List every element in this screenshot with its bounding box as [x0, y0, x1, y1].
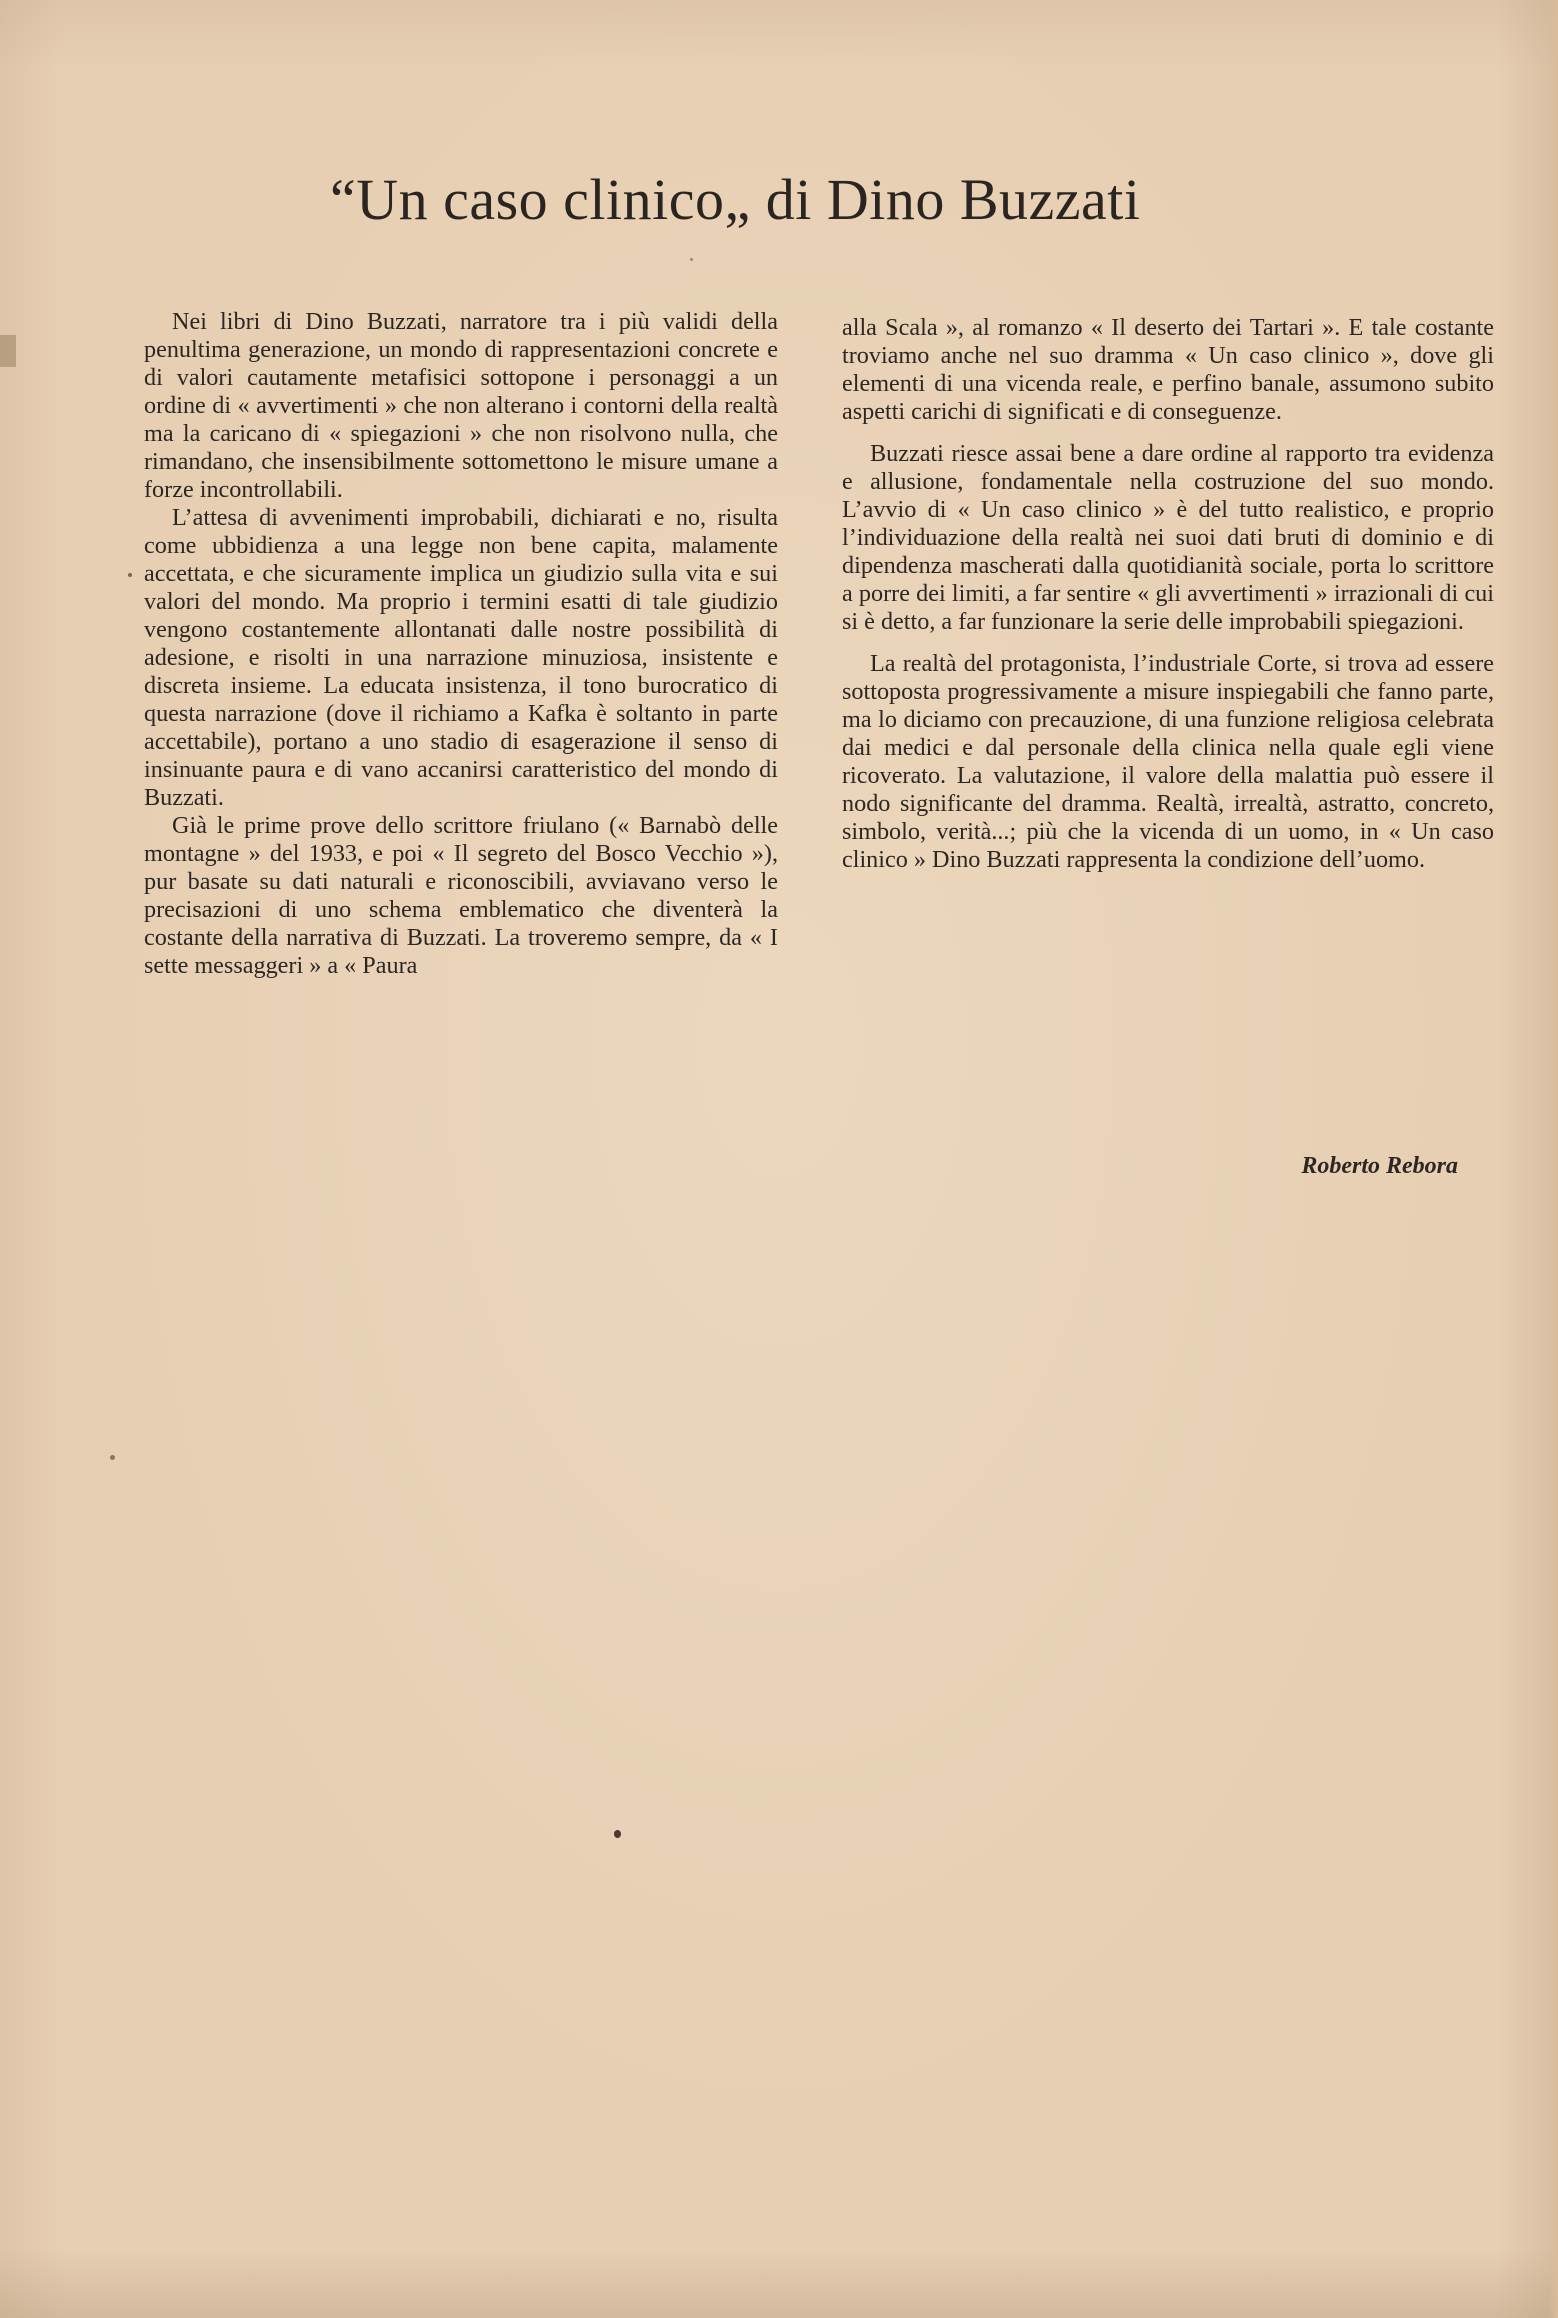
ink-speck	[690, 258, 693, 261]
ink-speck	[128, 573, 132, 577]
left-paragraph-3: Già le prime prove dello scrittore friulano (« Barnabò delle montagne » del 1933, e poi « Il segreto del Bosco Vecchio »), pur basate su dati naturali e riconoscibili, avviavano verso le precisazioni di uno schema emblematico che diventerà la costante della narrativa di Buzzati. La troveremo sempre, da « I sette messaggeri » a « Paura	[144, 812, 778, 979]
left-paragraph-2: L’attesa di avvenimenti improbabili, dichiarati e no, risulta come ubbidienza a una legge non bene capita, malamente accettata, e che sicuramente implica un giudizio sulla vita e sui valori del mondo. Ma proprio i termini esatti di tale giudizio vengono costantemente allontanati dalle nostre possibilità di adesione, e risolti in una narrazione minuziosa, insistente e discreta insieme. La educata insistenza, il tono burocratico di questa narrazione (dove il richiamo a Kafka è soltanto in parte accettabile), portano a uno stadio di esagerazione il senso di insinuante paura e di vano accanirsi caratteristico del mondo di Buzzati.	[144, 504, 778, 811]
right-paragraph-3: La realtà del protagonista, l’industriale Corte, si trova ad essere sottoposta progressivamente a misure inspiegabili che fanno parte, ma lo diciamo con precauzione, di una funzione religiosa celebrata dai medici e dal personale della clinica nella quale egli viene ricoverato. La valutazione, il valore della malattia può essere il nodo significante del dramma. Realtà, irrealtà, astratto, concreto, simbolo, verità...; più che la vicenda di un uomo, in « Un caso clinico » Dino Buzzati rappresenta la condizione dell’uomo.	[842, 650, 1494, 873]
article-title: “Un caso clinico„ di Dino Buzzati	[330, 167, 1141, 232]
right-paragraph-2: Buzzati riesce assai bene a dare ordine al rapporto tra evidenza e allusione, fondamentale nella costruzione del suo mondo. L’avvio di « Un caso clinico » è del tutto realistico, e proprio l’individuazione della realtà nei suoi dati bruti di dominio e di dipendenza mascherati dalla quotidianità sociale, porta lo scrittore a porre dei limiti, a far sentire « gli avvertimenti » irrazionali di cui si è detto, a far funzionare la serie delle improbabili spiegazioni.	[842, 440, 1494, 635]
page-edge-shadow	[1548, 0, 1558, 2318]
left-text-column	[144, 308, 778, 980]
ink-speck	[614, 1830, 621, 1838]
scan-margin-mark	[0, 335, 16, 367]
left-paragraph-1: Nei libri di Dino Buzzati, narratore tra i più validi della penultima generazione, un mondo di rappresentazioni concrete e di valori cautamente metafisici sottopone i personaggi a un ordine di « avvertimenti » che non alterano i contorni della realtà ma la caricano di « spiegazioni » che non risolvono nulla, che rimandano, che insensibilmente sottomettono le misure umane a forze incontrollabili.	[144, 308, 778, 503]
author-signature: Roberto Rebora	[1301, 1153, 1458, 1179]
ink-speck	[110, 1455, 115, 1460]
right-paragraph-1: alla Scala », al romanzo « Il deserto dei Tartari ». E tale costante troviamo anche nel suo dramma « Un caso clinico », dove gli elementi di una vicenda reale, e perfino banale, assumono subito aspetti carichi di significati e di conseguenze.	[842, 314, 1494, 425]
right-text-column	[842, 314, 1494, 874]
